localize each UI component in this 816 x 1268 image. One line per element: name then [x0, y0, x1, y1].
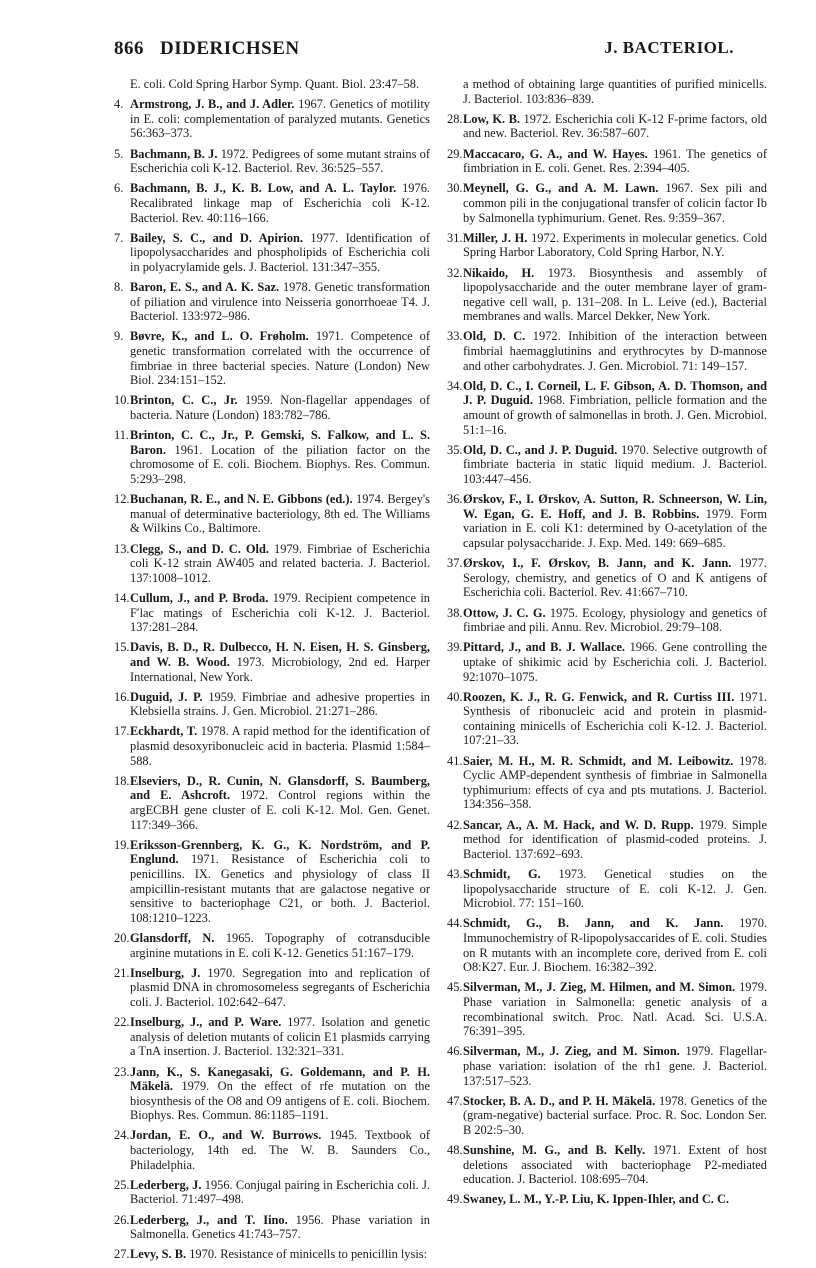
reference-authors: Brinton, C. C., Jr.: [130, 393, 238, 408]
reference-number: 38.: [447, 605, 463, 620]
reference-authors: Ørskov, F., I. Ørskov, A. Sutton, R. Schneerson, W. Lin, W. Egan, G. E. Hoff, and J. B. Robbins.: [463, 492, 767, 521]
reference-entry: [447, 1094, 767, 1138]
reference-authors: Clegg, S., and D. C. Old.: [130, 541, 269, 556]
reference-entry: [114, 1213, 430, 1242]
reference-number: 6.: [114, 181, 124, 196]
reference-number: 37.: [447, 556, 463, 571]
reference-authors: Sunshine, M. G., and B. Kelly.: [463, 1143, 646, 1158]
reference-text: 1970. Immunochemistry of R-lipopolysaccarides of E. coli. Studies on R mutants with an incomplete core, derived from E. coli O8:K27. Eur. J. Biochem. 16:382–392.: [463, 916, 767, 975]
reference-text: 1972. Experiments in molecular genetics. Cold Spring Harbor Laboratory, Cold Spring Harbor, N.Y.: [463, 230, 767, 260]
reference-text: 1972. Inhibition of the interaction between fimbrial haemagglutinins and erythrocytes by D-mannose and other carbohydrates. J. Gen. Microbiol. 71: 149–157.: [463, 329, 767, 373]
reference-number: 5.: [114, 146, 124, 161]
reference-text: 1970. Resistance of minicells to penicillin lysis:: [189, 1247, 428, 1262]
reference-number: 16.: [114, 689, 130, 704]
reference-text: 1966. Gene controlling the uptake of shikimic acid by Escherichia coli. J. Bacteriol. 92:1070–1075.: [463, 640, 767, 684]
reference-text: 1978. Cyclic AMP-dependent synthesis of fimbriae in Salmonella typhimurium: effects of cya and pts mutations. J. Bacteriol. 134:356–358.: [463, 753, 767, 812]
reference-authors: Miller, J. H.: [463, 230, 528, 245]
journal-name: J. BACTERIOL.: [604, 38, 734, 57]
reference-text: 1961. Location of the piliation factor on the chromosome of E. coli. Biochem. Biophys. Res. Commun. 5:293–298.: [130, 442, 430, 486]
reference-entry: [447, 556, 767, 600]
reference-text: 1971. Resistance of Escherichia coli to penicillins. IX. Genetics and physiology of class II ampicillin-resistant mutants that are galactose negative or sensitive to bacteriophage C21, or both. J. Bacteriol. 108:1210–1223.: [130, 852, 430, 925]
reference-entry: [447, 640, 767, 684]
reference-text: 1972. Pedigrees of some mutant strains of Escherichia coli K-12. Bacteriol. Rev. 36:525–557.: [130, 146, 430, 176]
reference-authors: Brinton, C. C., Jr., P. Gemski, S. Falkow, and L. S. Baron.: [130, 428, 430, 457]
reference-entry: [114, 329, 430, 387]
reference-text: 1956. Phase variation in Salmonella. Genetics 41:743–757.: [130, 1212, 431, 1242]
reference-entry: [447, 867, 767, 911]
reference-text: 1967. Genetics of motility in E. coli: complementation of paralyzed mutants. Genetics 56:363–373.: [130, 97, 430, 141]
reference-number: 10.: [114, 393, 130, 408]
reference-number: 19.: [114, 837, 130, 852]
reference-text: 1974. Bergey's manual of determinative bacteriology, 8th ed. The Williams & Wilkins Co., Baltimore.: [130, 492, 430, 536]
reference-text: 1979. Simple method for identification of plasmid-coded proteins. J. Bacteriol. 137:692–693.: [463, 817, 767, 861]
reference-text: E. coli. Cold Spring Harbor Symp. Quant. Biol. 23:47–58.: [130, 77, 420, 91]
reference-text: 1959. Fimbriae and adhesive properties in Klebsiella strains. J. Gen. Microbiol. 21:271–286.: [130, 689, 430, 719]
reference-authors: Baron, E. S., and A. K. Saz.: [130, 280, 280, 295]
reference-entry: [114, 147, 430, 176]
reference-entry: [114, 97, 430, 141]
reference-authors: Bachmann, B. J., K. B. Low, and A. L. Taylor.: [130, 181, 397, 196]
reference-number: 15.: [114, 640, 130, 655]
reference-number: 24.: [114, 1128, 130, 1143]
reference-text: 1975. Ecology, physiology and genetics of fimbriae and pili. Annu. Rev. Microbiol. 29:79–108.: [463, 605, 767, 635]
reference-entry: [447, 1044, 767, 1088]
reference-text: 1956. Conjugal pairing in Escherichia coli. J. Bacteriol. 71:497–498.: [130, 1177, 430, 1207]
reference-text: 1979. Fimbriae of Escherichia coli K-12 strain AW405 and related bacteria. J. Bacteriol. 137:1008–1012.: [130, 541, 430, 585]
reference-authors: Bailey, S. C., and D. Apirion.: [130, 230, 304, 245]
reference-text: 1967. Sex pili and common pili in the conjugational transfer of colicin factor Ib by Salmonella typhimurium. Genet. Res. 9:359–367.: [463, 181, 767, 225]
reference-authors: Lederberg, J.: [130, 1177, 202, 1192]
reference-entry: [114, 542, 430, 586]
reference-number: 32.: [447, 265, 463, 280]
reference-authors: Davis, B. D., R. Dulbecco, H. N. Eisen, H. S. Ginsberg, and W. B. Wood.: [130, 640, 430, 669]
reference-authors: Ottow, J. C. G.: [463, 605, 546, 620]
reference-number: 49.: [447, 1192, 463, 1207]
reference-text: 1961. The genetics of fimbriation in E. coli. Genet. Res. 2:394–405.: [463, 146, 767, 176]
reference-authors: Lederberg, J., and T. Iino.: [130, 1212, 288, 1227]
reference-number: 11.: [114, 428, 130, 443]
reference-authors: Buchanan, R. E., and N. E. Gibbons (ed.).: [130, 492, 353, 507]
reference-text: 1979. Phase variation in Salmonella: genetic analysis of a recombinational switch. Proc. Natl. Acad. Sci. U.S.A. 76:391–395.: [463, 980, 767, 1039]
reference-entry: [114, 690, 430, 719]
reference-entry: [447, 492, 767, 550]
reference-entry: [447, 1143, 767, 1187]
reference-entry: [447, 754, 767, 812]
reference-number: 44.: [447, 916, 463, 931]
reference-authors: Old, D. C.: [463, 329, 526, 344]
reference-entry: [447, 231, 767, 260]
reference-text: 1972. Escherichia coli K-12 F-prime factors, old and new. Bacteriol. Rev. 36:587–607.: [463, 111, 767, 141]
reference-number: 18.: [114, 773, 130, 788]
reference-text: 1978. A rapid method for the identification of plasmid desoxyribonucleic acid in bacteria. Plasmid 1:584–588.: [130, 724, 430, 768]
reference-text: 1979. On the effect of rfe mutation on the biosynthesis of the O8 and O9 antigens of E. coli. Biochem. Biophys. Res. Commun. 86:1185–1191.: [130, 1079, 430, 1123]
reference-entry: [114, 492, 430, 536]
reference-number: 4.: [114, 97, 124, 112]
reference-number: 39.: [447, 640, 463, 655]
reference-authors: Ørskov, I., F. Ørskov, B. Jann, and K. Jann.: [463, 556, 732, 571]
reference-text: 1979. Recipient competence in F′lac matings of Escherichia coli K-12. J. Bacteriol. 137:281–284.: [130, 590, 430, 635]
reference-entry: [114, 393, 430, 422]
reference-text: 1977. Identification of lipopolysaccharides and phospholipids of Escherichia coli in polyacrylamide gels. J. Bacteriol. 131:347–355.: [130, 230, 430, 274]
reference-entry: [114, 77, 430, 92]
reference-authors: Roozen, K. J., R. G. Fenwick, and R. Curtiss III.: [463, 689, 735, 704]
reference-authors: Schmidt, G., B. Jann, and K. Jann.: [463, 916, 724, 931]
reference-text: 1973. Microbiology, 2nd ed. Harper International, New York.: [130, 654, 430, 684]
reference-number: 26.: [114, 1212, 130, 1227]
reference-authors: Sancar, A., A. M. Hack, and W. D. Rupp.: [463, 817, 694, 832]
reference-entry: [114, 280, 430, 324]
reference-text: 1978. Genetic transformation of piliation and virulence into Neisseria gonorrhoeae T4. J. Bacteriol. 133:972–986.: [130, 280, 430, 324]
reference-authors: Duguid, J. P.: [130, 689, 203, 704]
reference-authors: Levy, S. B.: [130, 1247, 187, 1262]
reference-text: 1976. Recalibrated linkage map of Escherichia coli K-12. Bacteriol. Rev. 40:116–166.: [130, 181, 430, 225]
reference-text: 1971. Competence of genetic transformation correlated with the occurrence of fimbriae in three bacterial species. Nature (London) New Biol. 234:151–152.: [130, 329, 430, 388]
reference-number: 20.: [114, 930, 130, 945]
reference-entry: [447, 147, 767, 176]
reference-number: 43.: [447, 867, 463, 881]
reference-text: 1978. Genetics of the (gram-negative) bacterial surface. Proc. R. Soc. London Ser. B 202:5–30.: [463, 1093, 768, 1137]
reference-text: 1977. Isolation and genetic analysis of deletion mutants of colicin E1 plasmids carrying a TnA insertion. J. Bacteriol. 132:321–331.: [130, 1015, 430, 1059]
reference-text: 1973. Biosynthesis and assembly of lipopolysaccharide and the outer membrane layer of gram-negative cell wall, p. 131–208. In L. Leive (ed.), Bacterial membranes and walls. Marcel Dekker, New York.: [463, 265, 767, 324]
reference-number: 13.: [114, 541, 130, 556]
reference-entry: [114, 428, 430, 486]
reference-text: 1970. Selective outgrowth of fimbriate bacteria in static liquid medium. J. Bacteriol. 103:447–456.: [463, 442, 768, 486]
reference-number: 7.: [114, 230, 124, 245]
reference-authors: Bachmann, B. J.: [130, 146, 218, 161]
reference-number: 28.: [447, 111, 463, 126]
reference-entry: [114, 181, 430, 225]
reference-authors: Swaney, L. M., Y.-P. Liu, K. Ippen-Ihler, and C. C.: [463, 1192, 730, 1207]
reference-text: 1968. Fimbriation, pellicle formation and the amount of growth of salmonellas in broth. J. Gen. Microbiol. 51:1–16.: [463, 393, 767, 437]
reference-number: 12.: [114, 492, 130, 507]
running-author: DIDERICHSEN: [160, 38, 300, 59]
reference-number: 27.: [114, 1247, 130, 1262]
reference-number: 35.: [447, 442, 463, 457]
reference-authors: Low, K. B.: [463, 111, 520, 126]
reference-number: 23.: [114, 1064, 130, 1079]
reference-column-left: [114, 77, 430, 1268]
reference-authors: Silverman, M., J. Zieg, and M. Simon.: [463, 1044, 680, 1059]
reference-number: 40.: [447, 689, 463, 704]
reference-authors: Inselburg, J., and P. Ware.: [130, 1015, 282, 1030]
reference-text: 1970. Segregation into and replication of plasmid DNA in chromosomeless segregants of Escherichia coli. J. Bacteriol. 102:642–647.: [130, 965, 430, 1009]
reference-entry: [447, 379, 767, 437]
reference-authors: Elseviers, D., R. Cunin, N. Glansdorff, S. Baumberg, and E. Ashcroft.: [130, 773, 430, 803]
reference-authors: Glansdorff, N.: [130, 930, 215, 945]
reference-authors: Saier, M. H., M. R. Schmidt, and M. Leibowitz.: [463, 753, 734, 768]
reference-entry: [114, 1178, 430, 1207]
reference-authors: Old, D. C., and J. P. Duguid.: [463, 442, 618, 457]
reference-entry: [447, 266, 767, 324]
reference-entry: [114, 640, 430, 684]
reference-authors: Old, D. C., I. Corneil, L. F. Gibson, A. D. Thomson, and J. P. Duguid.: [463, 378, 767, 408]
reference-authors: Nikaido, H.: [463, 265, 535, 280]
reference-entry: [114, 1015, 430, 1059]
reference-text: 1971. Extent of host deletions associated with bacteriophage P2-mediated education. J. Bacteriol. 108:695–704.: [463, 1143, 767, 1187]
reference-authors: Bøvre, K., and L. O. Frøholm.: [130, 329, 309, 344]
reference-entry: [447, 690, 767, 748]
page-header: [114, 38, 734, 60]
reference-number: 31.: [447, 230, 463, 245]
reference-text: 1965. Topography of cotransducible arginine mutations in E. coli K-12. Genetics 51:167–179.: [130, 930, 430, 960]
reference-text: 1972. Control regions within the argECBH gene cluster of E. coli K-12. Mol. Gen. Genet. 117:349–366.: [130, 788, 430, 832]
reference-text: 1945. Textbook of bacteriology, 14th ed. The W. B. Saunders Co., Philadelphia.: [130, 1128, 430, 1172]
reference-entry: [114, 774, 430, 832]
reference-number: 8.: [114, 280, 124, 295]
reference-text: 1979. Form variation in E. coli K1: determined by O-acetylation of the capsular polysaccharide. J. Exp. Med. 149: 669–685.: [463, 506, 767, 550]
reference-text: 1973. Genetical studies on the lipopolysaccharide structure of E. coli K-12. J. Gen. Microbiol. 77: 151–160.: [463, 867, 768, 911]
reference-number: 45.: [447, 980, 463, 995]
reference-text: 1977. Serology, chemistry, and genetics of O and K antigens of Escherichia coli. Bacteriol. Rev. 41:667–710.: [463, 556, 767, 600]
reference-authors: Meynell, G. G., and A. M. Lawn.: [463, 181, 659, 196]
reference-entry: [114, 966, 430, 1010]
page-number: 866: [114, 38, 144, 59]
reference-entry: [447, 77, 767, 106]
reference-text: a method of obtaining large quantities of purified minicells. J. Bacteriol. 103:836–839.: [463, 77, 767, 106]
reference-entry: [447, 916, 767, 974]
reference-number: 41.: [447, 753, 463, 768]
reference-column-right: [447, 77, 767, 1213]
reference-authors: Eckhardt, T.: [130, 724, 198, 739]
reference-number: 30.: [447, 181, 463, 196]
reference-entry: [447, 329, 767, 373]
reference-text: 1971. Synthesis of ribonucleic acid and protein in plasmid-containing minicells of Escherichia coli K-12. J. Bacteriol. 107:21–33.: [463, 689, 767, 748]
reference-entry: [114, 838, 430, 926]
reference-entry: [447, 443, 767, 487]
reference-entry: [114, 1065, 430, 1123]
reference-authors: Pittard, J., and B. J. Wallace.: [463, 640, 625, 655]
reference-number: 14.: [114, 590, 130, 605]
reference-authors: Armstrong, J. B., and J. Adler.: [130, 97, 295, 112]
reference-entry: [114, 1247, 430, 1262]
reference-entry: [114, 231, 430, 275]
reference-text: 1979. Flagellar-phase variation: isolation of the rh1 gene. J. Bacteriol. 137:517–523.: [463, 1044, 767, 1088]
reference-number: 34.: [447, 378, 463, 393]
reference-authors: Silverman, M., J. Zieg, M. Hilmen, and M. Simon.: [463, 980, 736, 995]
reference-entry: [114, 1128, 430, 1172]
reference-number: 29.: [447, 146, 463, 161]
reference-authors: Cullum, J., and P. Broda.: [130, 590, 269, 605]
reference-number: 42.: [447, 817, 463, 832]
reference-entry: [447, 980, 767, 1038]
reference-entry: [447, 1192, 767, 1207]
reference-entry: [447, 818, 767, 862]
reference-entry: [114, 931, 430, 960]
reference-number: 22.: [114, 1015, 130, 1030]
reference-text: 1959. Non-flagellar appendages of bacteria. Nature (London) 183:782–786.: [130, 393, 431, 423]
reference-number: 17.: [114, 724, 130, 739]
reference-number: 48.: [447, 1143, 463, 1158]
reference-authors: Inselburg, J.: [130, 965, 201, 980]
reference-number: 21.: [114, 965, 130, 980]
reference-authors: Schmidt, G.: [463, 867, 541, 881]
reference-number: 36.: [447, 492, 463, 507]
reference-number: 25.: [114, 1177, 130, 1192]
reference-number: 47.: [447, 1093, 463, 1108]
reference-authors: Jordan, E. O., and W. Burrows.: [130, 1128, 322, 1143]
reference-authors: Stocker, B. A. D., and P. H. Mäkelä.: [463, 1093, 656, 1108]
reference-authors: Eriksson-Grennberg, K. G., K. Nordström, and P. Englund.: [130, 837, 430, 867]
reference-entry: [447, 606, 767, 635]
reference-number: 33.: [447, 329, 463, 344]
reference-authors: Maccacaro, G. A., and W. Hayes.: [463, 146, 648, 161]
reference-entry: [447, 112, 767, 141]
reference-number: 9.: [114, 329, 124, 344]
reference-entry: [114, 724, 430, 768]
reference-entry: [114, 591, 430, 635]
reference-number: 46.: [447, 1044, 463, 1059]
reference-authors: Jann, K., S. Kanegasaki, G. Goldemann, and P. H. Mäkelä.: [130, 1064, 430, 1094]
reference-entry: [447, 181, 767, 225]
